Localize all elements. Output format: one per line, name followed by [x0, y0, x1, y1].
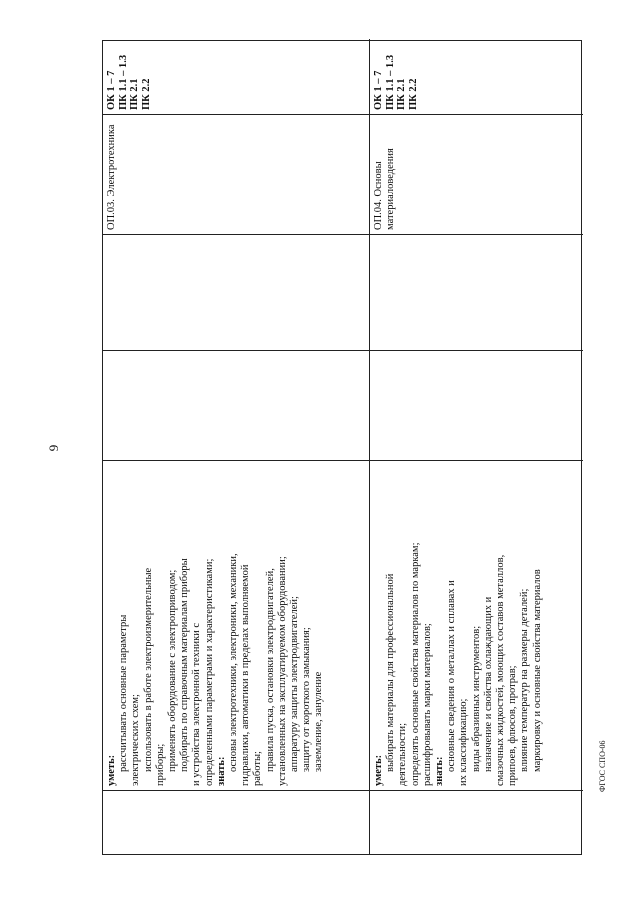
list-item: применять оборудование с электроприводом; [167, 569, 179, 772]
list-item: расшифровывать марки материалов; [421, 623, 433, 786]
umet-heading: уметь: [373, 754, 384, 786]
competencies-cell [370, 39, 583, 114]
curriculum-table [102, 40, 582, 855]
list-item: маркировку и основные свойства материалов [531, 569, 543, 772]
hours-cell-2 [103, 234, 369, 350]
competency: ПК 2.2 [140, 78, 152, 110]
requirements-cell [103, 460, 369, 790]
page-number: 9 [46, 444, 61, 452]
competency: ПК 1.1 – 1.3 [384, 54, 396, 110]
list-item: защиту от короткого замыкания; [301, 627, 313, 772]
list-item: определять основные свойства материалов по маркам; [409, 542, 421, 786]
requirements-cell [370, 460, 583, 790]
list-item: использовать в работе электроизмерительные [142, 567, 154, 772]
footer-document-code: ФГОС СПО-06 [598, 740, 607, 792]
list-item: деятельности; [397, 722, 409, 786]
list-item: подбирать по справочным материалам приборы [179, 558, 191, 772]
list-item: правила пуска, остановки электродвигателей, [264, 568, 276, 772]
competency: ОК 1 – 7 [106, 70, 117, 110]
list-item: работы; [252, 751, 264, 786]
competency: ПК 2.1 [396, 78, 407, 110]
competency: ОК 1 – 7 [373, 70, 384, 110]
list-item: определенными параметрами и характеристиками; [203, 558, 215, 786]
competency: ПК 2.1 [129, 78, 140, 110]
list-item: рассчитывать основные параметры [118, 614, 130, 772]
list-item: основные сведения о металлах и сплавах и [446, 580, 458, 772]
list-item: основы электротехники, электроники, механики, [228, 553, 240, 772]
discipline-name: ОП.03. Электротехника [106, 124, 117, 230]
umet-heading: уметь: [106, 754, 117, 786]
list-item: смазочных жидкостей, моющих составов металлов, [495, 554, 507, 786]
list-item: электрических схем; [130, 694, 142, 786]
list-item: припоев, флюсов, протрав; [507, 665, 519, 786]
table-row [370, 39, 583, 854]
znat-heading: знать: [215, 756, 227, 786]
list-item: гидравлики, автоматики в пределах выполняемой [240, 564, 252, 786]
hours-cell-2 [370, 234, 583, 350]
list-item: назначение и свойства охлаждающих и [482, 596, 494, 772]
list-item: аппаратуру защиты электродвигателей; [289, 596, 301, 772]
list-item: влияние температур на размеры деталей; [519, 588, 531, 772]
znat-heading: знать: [434, 756, 446, 786]
hours-cell [103, 350, 369, 460]
discipline-cell [103, 114, 369, 234]
list-item: установленных на эксплуатируемом оборудовании; [276, 556, 288, 786]
index-cell [103, 790, 369, 854]
list-item: их классификацию; [458, 698, 470, 786]
competency: ПК 1.1 – 1.3 [117, 54, 129, 110]
competency: ПК 2.2 [407, 78, 419, 110]
curriculum-table-wrapper [102, 40, 582, 855]
list-item: приборы; [154, 743, 166, 786]
competencies-cell [103, 39, 369, 114]
discipline-cell [370, 114, 583, 234]
table-row [103, 39, 370, 854]
list-item: и устройства электронной техники с [191, 622, 203, 786]
list-item: заземление, зануление [313, 671, 325, 772]
list-item: виды абразивных инструментов; [470, 625, 482, 772]
list-item: выбирать материалы для профессиональной [385, 573, 397, 772]
discipline-name: ОП.04. Основы материаловедения [373, 148, 397, 230]
index-cell [370, 790, 583, 854]
hours-cell [370, 350, 583, 460]
